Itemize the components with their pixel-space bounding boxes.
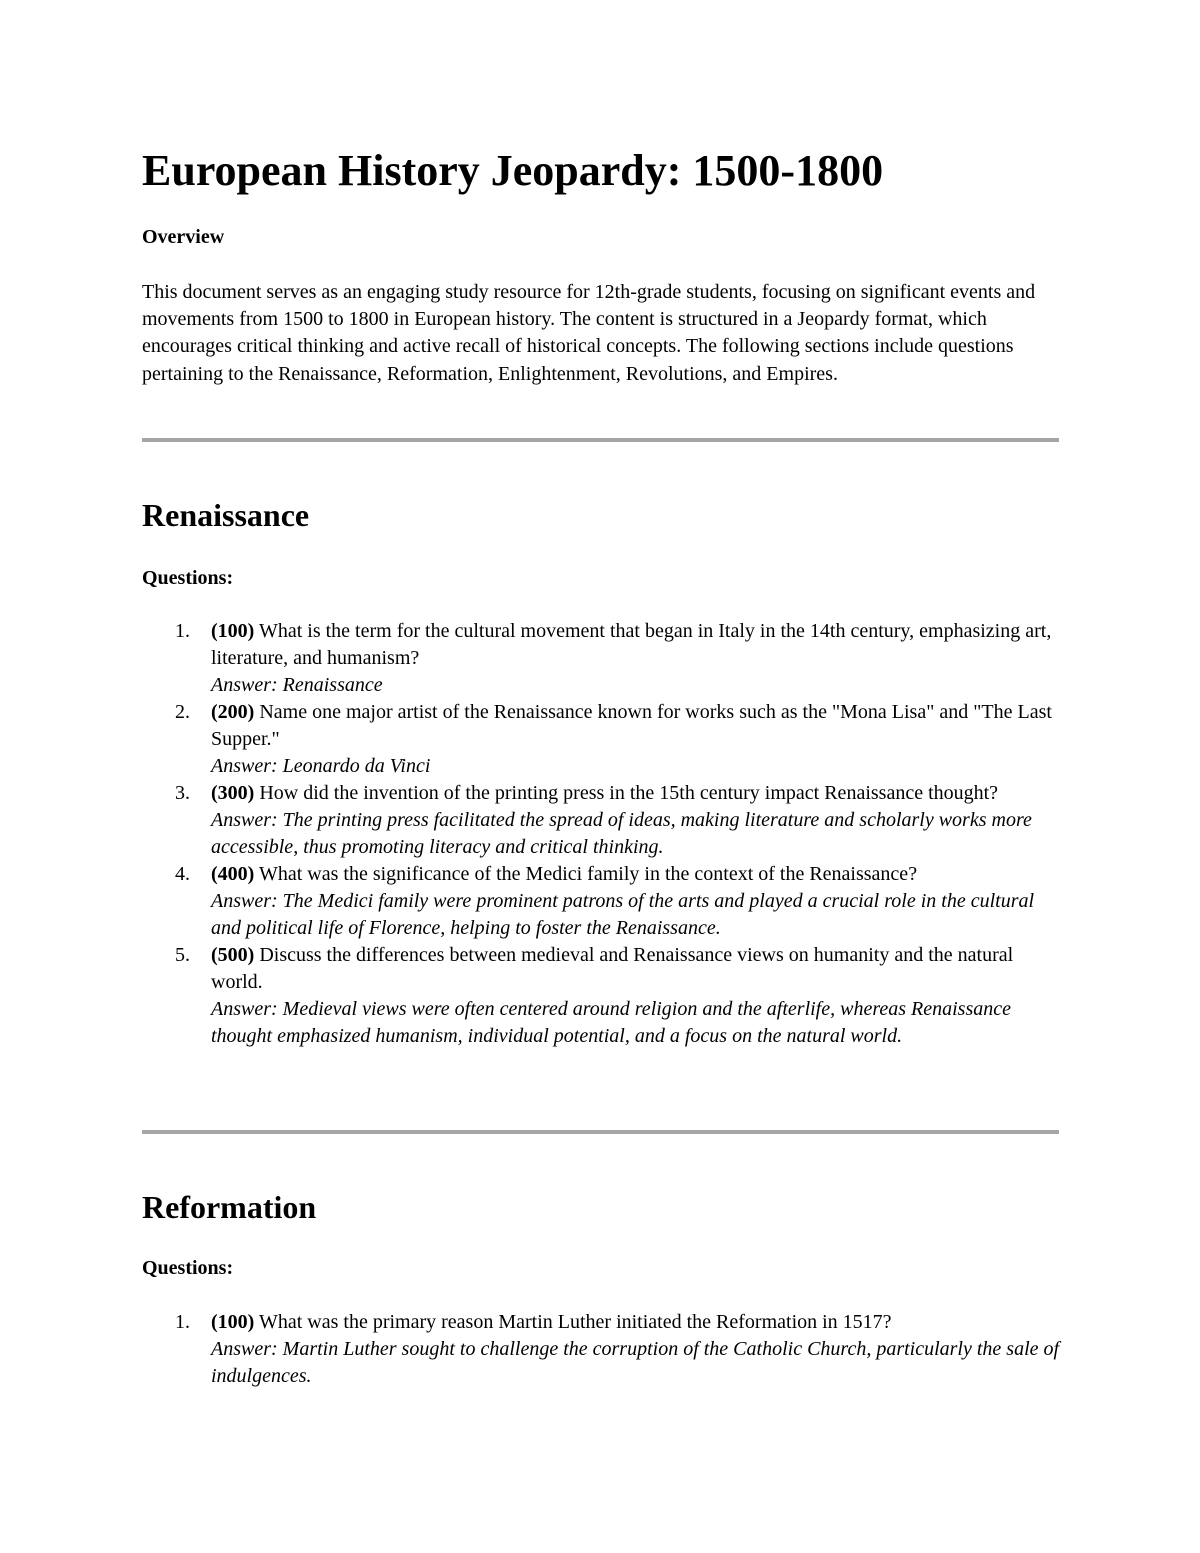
question-points: (100) bbox=[211, 620, 255, 642]
question-text: What is the term for the cultural movement that began in Italy in the 14th century, emphasizing art, literature, and humanism? bbox=[211, 620, 1052, 669]
question-item bbox=[142, 861, 1060, 942]
question-number: 1. bbox=[175, 1311, 190, 1333]
section-title-renaissance: Renaissance bbox=[142, 497, 310, 533]
question-points: (200) bbox=[211, 701, 255, 723]
question-number: 4. bbox=[175, 863, 190, 885]
question-number: 2. bbox=[175, 701, 190, 723]
question-points: (400) bbox=[211, 863, 255, 885]
overview-label: Overview bbox=[142, 226, 225, 248]
answer-text: Answer: Medieval views were often centered around religion and the afterlife, whereas Renaissance thought emphasized humanism, individual potential, and a focus on the natural world. bbox=[211, 998, 1011, 1047]
question-number: 5. bbox=[175, 944, 190, 966]
question-text: What was the significance of the Medici family in the context of the Renaissance? bbox=[258, 863, 918, 885]
section-title-reformation: Reformation bbox=[142, 1189, 317, 1225]
questions-label: Questions: bbox=[142, 1257, 234, 1279]
horizontal-rule bbox=[142, 1130, 1059, 1134]
question-points: (300) bbox=[211, 782, 255, 804]
question-text: How did the invention of the printing press in the 15th century impact Renaissance thought? bbox=[259, 782, 999, 804]
question-item bbox=[142, 699, 1060, 780]
overview-text: This document serves as an engaging study resource for 12th-grade students, focusing on significant events and movements from 1500 to 1800 in European history. The content is structured in a Jeopardy format, which encourages critical thinking and active recall of historical concepts. The following sections include questions pertaining to the Renaissance, Reformation, Enlightenment, Revolutions, and Empires. bbox=[142, 281, 1036, 385]
question-number: 3. bbox=[175, 782, 190, 804]
answer-text: Answer: The printing press facilitated the spread of ideas, making literature and scholarly works more accessible, thus promoting literacy and critical thinking. bbox=[211, 809, 1032, 858]
answer-text: Answer: Renaissance bbox=[211, 674, 383, 696]
question-item bbox=[142, 942, 1060, 1050]
horizontal-rule bbox=[142, 438, 1059, 442]
answer-text: Answer: Leonardo da Vinci bbox=[211, 755, 431, 777]
question-text: What was the primary reason Martin Luther initiated the Reformation in 1517? bbox=[258, 1311, 892, 1333]
answer-text: Answer: Martin Luther sought to challenge the corruption of the Catholic Church, particularly the sale of indulgences. bbox=[211, 1338, 1060, 1387]
question-points: (100) bbox=[211, 1311, 255, 1333]
question-points: (500) bbox=[211, 944, 255, 966]
question-text: Name one major artist of the Renaissance known for works such as the "Mona Lisa" and "The Last Supper." bbox=[211, 701, 1052, 750]
question-list-renaissance bbox=[142, 618, 1060, 1050]
question-text: Discuss the differences between medieval and Renaissance views on humanity and the natural world. bbox=[211, 944, 1014, 993]
question-list-reformation bbox=[142, 1309, 1060, 1390]
questions-label: Questions: bbox=[142, 567, 234, 589]
question-item bbox=[142, 1309, 1060, 1390]
page-title: European History Jeopardy: 1500-1800 bbox=[142, 146, 884, 195]
question-item bbox=[142, 780, 1060, 861]
question-item bbox=[142, 618, 1060, 699]
answer-text: Answer: The Medici family were prominent patrons of the arts and played a crucial role in the cultural and political life of Florence, helping to foster the Renaissance. bbox=[211, 890, 1035, 939]
question-number: 1. bbox=[175, 620, 190, 642]
